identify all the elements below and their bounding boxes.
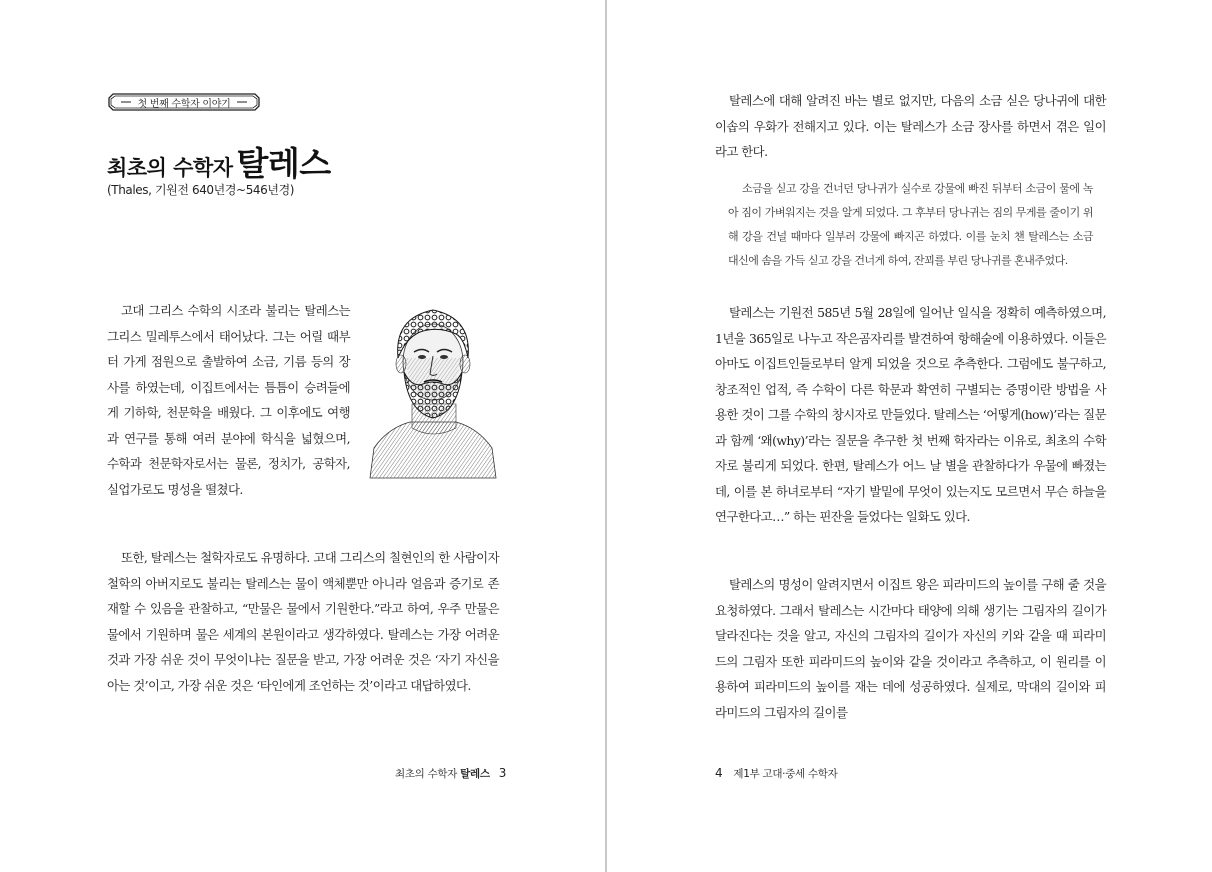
page-title: [107, 138, 331, 185]
fable-quote: 소금을 싣고 강을 건너던 당나귀가 실수로 강물에 빠진 뒤부터 소금이 물에 녹아 짐이 가벼워지는 것을 알게 되었다. 그 후부터 당나귀는 짐의 무게를 줄이기 위해 강을 건널 때마다 일부러 강물에 빠지곤 하였다. 이를 눈치 챈 탈레스는 소금 대신에 솜을 가득 싣고 강을 건너게 하여, 잔꾀를 부린 당나귀를 혼내주었다.: [728, 182, 1093, 267]
footer-title-bold: 탈레스: [460, 768, 490, 780]
page-number-right: 4: [715, 766, 723, 780]
right-paragraph-3: 탈레스의 명성이 알려지면서 이집트 왕은 피라미드의 높이를 구해 줄 것을 요청하였다. 그래서 탈레스는 시간마다 태양에 의해 생기는 그림자의 길이가 달라진다는 것을 알고, 자신의 그림자의 길이가 자신의 키와 같을 때 피라미드의 그림자 또한 피라미드의 높이와 같을 것이라고 추측하고, 이 원리를 이용하여 피라미드의 높이를 재는 데에 성공하였다. 실제로, 막대의 길이와 피라미드의 그림자의 길이를: [715, 577, 1106, 720]
page-subtitle: (Thales, 기원전 640년경~546년경): [107, 183, 295, 197]
footer-title: 최초의 수학자: [395, 768, 458, 780]
thales-bust-icon: [368, 300, 498, 480]
right-footer: [715, 766, 837, 781]
title-prefix: 최초의 수학자: [107, 156, 233, 180]
thales-bust-image: [368, 300, 498, 480]
title-name: 탈레스: [236, 144, 331, 183]
left-paragraph-1: 고대 그리스 수학의 시조라 불리는 탈레스는 그리스 밀레투스에서 태어났다. 그는 어릴 때부터 가게 점원으로 출발하여 소금, 기름 등의 장사를 하였는데, 이집트에서는 틈틈이 승려들에게 기하학, 천문학을 배웠다. 그 이후에도 여행과 연구를 통해 여러 분야에 학식을 넓혔으며, 수학과 천문학자로서는 물론, 정치가, 공학자, 실업가로도 명성을 떨쳤다.: [107, 303, 350, 497]
right-paragraph-1: 탈레스에 대해 알려진 바는 별로 없지만, 다음의 소금 싣은 당나귀에 대한 이솝의 우화가 전해지고 있다. 이는 탈레스가 소금 장사를 하면서 겪은 일이라고 한다.: [715, 93, 1106, 159]
chapter-tag: [107, 92, 261, 112]
left-footer: [395, 766, 506, 781]
left-page: [0, 0, 605, 872]
left-paragraph-2: 또한, 탈레스는 철학자로도 유명하다. 고대 그리스의 칠현인의 한 사람이자 철학의 아버지로도 불리는 탈레스는 물이 액체뿐만 아니라 얼음과 증기로 존재할 수 있음을 관찰하고, “만물은 물에서 기원한다.”라고 하여, 우주 만물은 물에서 기원하며 물은 세계의 본원이라고 생각하였다. 탈레스는 가장 어려운 것과 가장 쉬운 것이 무엇이냐는 질문을 받고, 가장 어려운 것은 ‘자기 자신을 아는 것’이고, 가장 쉬운 것은 ‘타인에게 조언하는 것’이라고 대답하였다.: [107, 550, 499, 693]
chapter-tag-label: 첫 번째 수학자 이야기: [137, 99, 231, 110]
footer-section-title: 제1부 고대·중세 수학자: [733, 768, 838, 780]
page-number-left: 3: [498, 766, 507, 780]
right-paragraph-2: 탈레스는 기원전 585년 5월 28일에 일어난 일식을 정확히 예측하였으며, 1년을 365일로 나누고 작은곰자리를 발견하여 항해술에 이용하였다. 이들은 아마도 이집트인들로부터 알게 되었을 것으로 추측한다. 그럼에도 불구하고, 창조적인 업적, 즉 수학이 다른 학문과 확연히 구별되는 증명이란 방법을 사용한 것이 그를 수학의 창시자로 만들었다. 탈레스는 ‘어떻게(how)’라는 질문과 함께 ‘왜(why)’라는 질문을 추구한 첫 번째 학자라는 이유로, 최초의 수학자로 불리게 되었다. 한편, 탈레스가 어느 날 별을 관찰하다가 우물에 빠졌는데, 이를 본 하녀로부터 “자기 발밑에 무엇이 있는지도 모르면서 무슨 하늘을 연구한다고…” 하는 핀잔을 들었다는 일화도 있다.: [715, 305, 1106, 524]
